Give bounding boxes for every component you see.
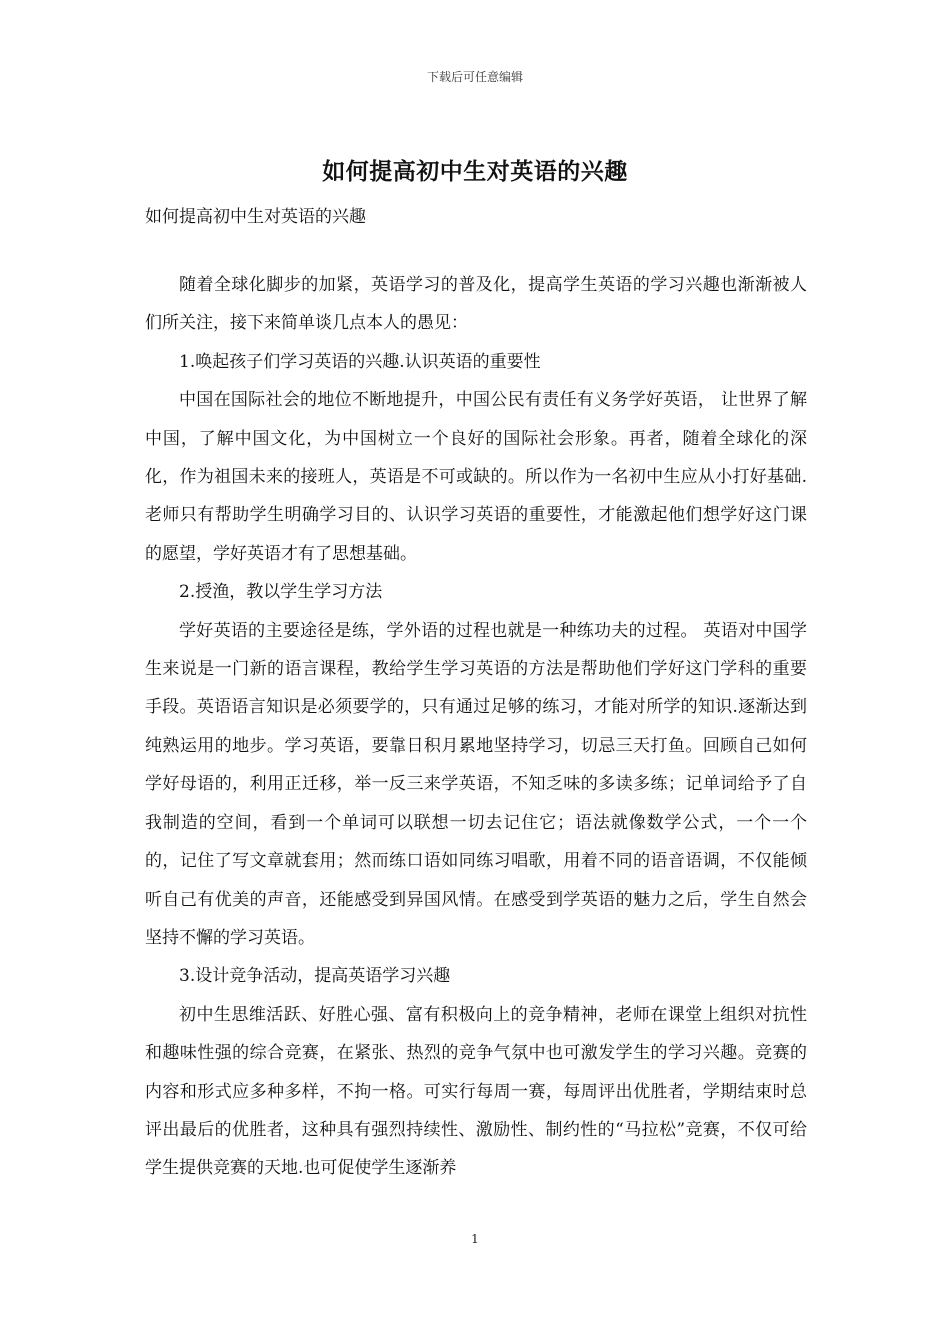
document-body [145, 266, 807, 1188]
page-number: 1 [471, 1232, 479, 1246]
paragraph-section-3: 初中生思维活跃、好胜心强、富有积极向上的竞争精神，老师在课堂上组织对抗性和趣味性强的综合竞赛，在紧张、热烈的竞争气氛中也可激发学生的学习兴趣。竞赛的内容和形式应多种多样，不拘一格。可实行每周一赛，每周评出优胜者，学期结束时总评出最后的优胜者，这种具有强烈持续性、激励性、制约性的“马拉松”竞赛，不仅可给学生提供竞赛的天地.也可促使学生逐渐养 [145, 1004, 807, 1179]
paragraph-intro: 随着全球化脚步的加紧，英语学习的普及化，提高学生英语的学习兴趣也渐渐被人们所关注，接下来简单谈几点本人的愚见： [145, 275, 807, 334]
paragraph-section-1: 中国在国际社会的地位不断地提升，中国公民有责任有义务学好英语， 让世界了解中国，了解中国文化，为中国树立一个良好的国际社会形象。再者，随着全球化的深化，作为祖国未来的接班人，英语是不可或缺的。所以作为一名初中生应从小打好基础.老师只有帮助学生明确学习目的、认识学习英语的重要性，才能激起他们想学好这门课的愿望，学好英语才有了思想基础。 [145, 390, 807, 564]
section-heading-1: 1.唤起孩子们学习英语的兴趣.认识英语的重要性 [179, 351, 541, 372]
paragraph-section-2: 学好英语的主要途径是练，学外语的过程也就是一种练功夫的过程。 英语对中国学生来说是一门新的语言课程，教给学生学习英语的方法是帮助他们学好这门学科的重要手段。英语语言知识是必须要学的，只有通过足够的练习，才能对所学的知识.逐渐达到纯熟运用的地步。学习英语，要靠日积月累地坚持学习，切忌三天打鱼。回顾自己如何学好母语的，利用正迁移，举一反三来学英语，不知乏味的多读多练；记单词给予了自我制造的空间，看到一个单词可以联想一切去记住它；语法就像数学公式，一个一个的，记住了写文章就套用；然而练口语如同练习唱歌，用着不同的语音语调，不仅能倾听自己有优美的声音，还能感受到异国风情。在感受到学英语的魅力之后，学生自然会坚持不懈的学习英语。 [145, 620, 807, 948]
document-title: 如何提高初中生对英语的兴趣 [322, 158, 628, 185]
section-heading-3: 3.设计竞争活动，提高英语学习兴趣 [179, 966, 451, 987]
section-heading-2: 2.授渔，教以学生学习方法 [179, 582, 383, 603]
document-subtitle: 如何提高初中生对英语的兴趣 [145, 207, 366, 227]
page-header: 下载后可任意编辑 [426, 70, 523, 84]
